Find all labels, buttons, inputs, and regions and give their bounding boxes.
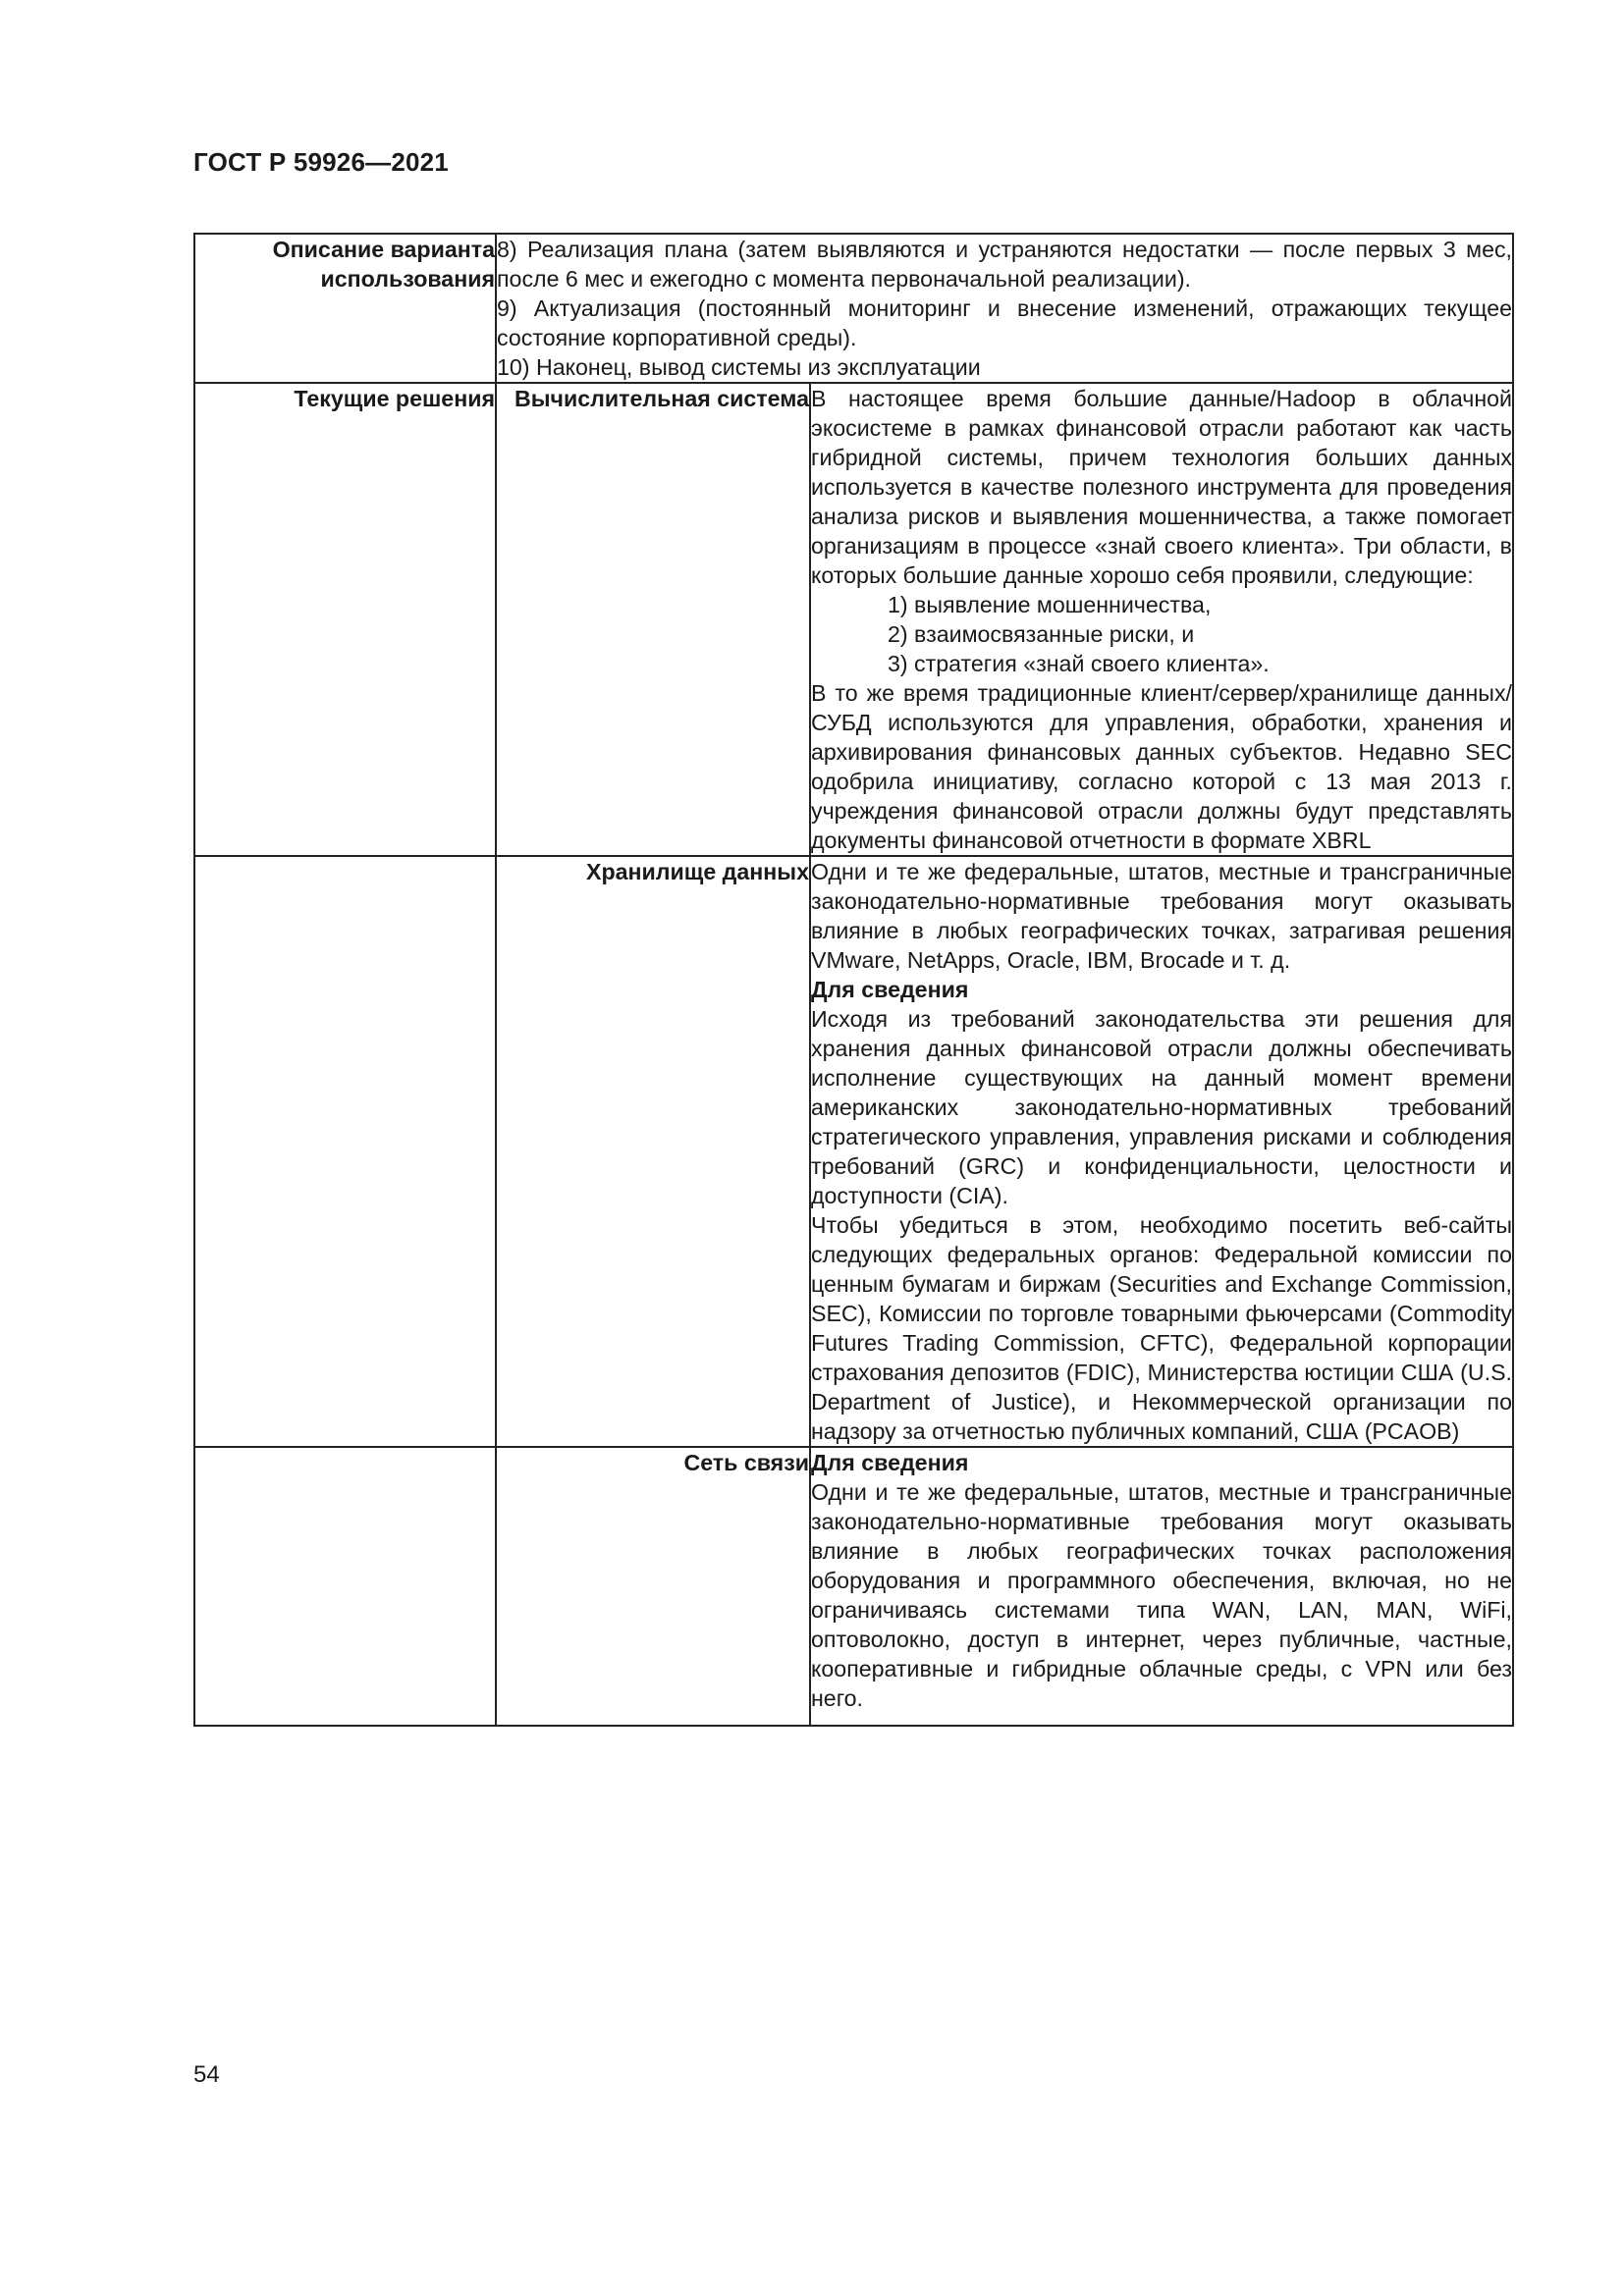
document-header: ГОСТ Р 59926—2021 <box>193 147 449 177</box>
data-storage-label: Хранилище данных <box>496 856 810 1447</box>
data-storage-description <box>810 856 1513 1447</box>
table-row-storage <box>194 856 1513 1447</box>
table-row-compute <box>194 383 1513 856</box>
compute-list-item-2: 2) взаимосвязанные риски, и <box>888 621 1195 647</box>
storage-note-heading: Для сведения <box>811 977 969 1002</box>
network-description <box>810 1447 1513 1726</box>
empty-cell <box>194 856 496 1447</box>
compute-system-description <box>810 383 1513 856</box>
network-note-heading: Для сведения <box>811 1450 969 1475</box>
usecase-description-label: Описание варианта использования <box>194 234 496 383</box>
page-number: 54 <box>193 2061 220 2088</box>
storage-note-paragraph-2: Чтобы убедиться в этом, необходимо посетить веб-сайты следующих федеральных органов: Федеральной комиссии по ценным бумагам и биржам (Securities and Exchange Commission, SEC), Комиссии по торговле товарными фьючерсами (Commodity Futures Trading Commission, CFTC), Федеральной корпорации страхования депозитов (FDIC), Министерства юстиции США (U.S. Department of Justice), и Некоммерческой организации по надзору за отчетностью публичных компаний, США (PCAOB) <box>811 1212 1512 1444</box>
compute-system-label: Вычислительная система <box>496 383 810 856</box>
usecase-description-cell <box>496 234 1513 383</box>
usecase-step-8: 8) Реализация плана (затем выявляются и устраняются недостатки — после первых 3 мес, после 6 мес и ежегодно с момента первоначальной реализации). <box>497 237 1512 292</box>
network-label: Сеть связи <box>496 1447 810 1726</box>
empty-cell <box>194 1447 496 1726</box>
compute-list-item-3: 3) стратегия «знай своего клиента». <box>888 651 1270 676</box>
usecase-step-9: 9) Актуализация (постоянный мониторинг и внесение изменений, отражающих текущее состояние корпоративной среды). <box>497 295 1512 350</box>
compute-outro: В то же время традиционные клиент/сервер/хранилище данных/СУБД используются для управления, обработки, хранения и архивирования финансовых данных субъектов. Недавно SEC одобрила инициативу, согласно которой с 13 мая 2013 г. учреждения финансовой отрасли должны будут представлять документы финансовой отчетности в формате XBRL <box>811 680 1512 853</box>
table-row-usecase-description <box>194 234 1513 383</box>
network-text: Одни и те же федеральные, штатов, местные и трансграничные законодательно-нормативные требования могут оказывать влияние в любых географических точках расположения оборудования и программного обеспечения, включая, но не ограничиваясь системами типа WAN, LAN, MAN, WiFi, оптоволокно, доступ в интернет, через публичные, частные, кооперативные и гибридные облачные среды, с VPN или без него. <box>811 1479 1512 1711</box>
storage-note-paragraph-1: Исходя из требований законодательства эти решения для хранения данных финансовой отрасли должны обеспечивать исполнение существующих на данный момент времени американских законодательно-нормативных требований стратегического управления, управления рисками и соблюдения требований (GRC) и конфиденциальности, целостности и доступности (CIA). <box>811 1006 1512 1208</box>
compute-list-item-1: 1) выявление мошенничества, <box>888 592 1212 617</box>
use-case-table <box>193 233 1514 1727</box>
usecase-step-10: 10) Наконец, вывод системы из эксплуатации <box>497 354 981 380</box>
storage-intro: Одни и те же федеральные, штатов, местные и трансграничные законодательно-нормативные требования могут оказывать влияние в любых географических точках, затрагивая решения VMware, NetApps, Oracle, IBM, Brocade и т. д. <box>811 859 1512 973</box>
table-row-network <box>194 1447 1513 1726</box>
current-solutions-label: Текущие решения <box>194 383 496 856</box>
compute-intro: В настоящее время большие данные/Hadoop в облачной экосистеме в рамках финансовой отрасли работают как часть гибридной системы, причем технология больших данных используется в качестве полезного инструмента для проведения анализа рисков и выявления мошенничества, а также помогает организациям в процессе «знай своего клиента». Три области, в которых большие данные хорошо себя проявили, следующие: <box>811 386 1512 588</box>
